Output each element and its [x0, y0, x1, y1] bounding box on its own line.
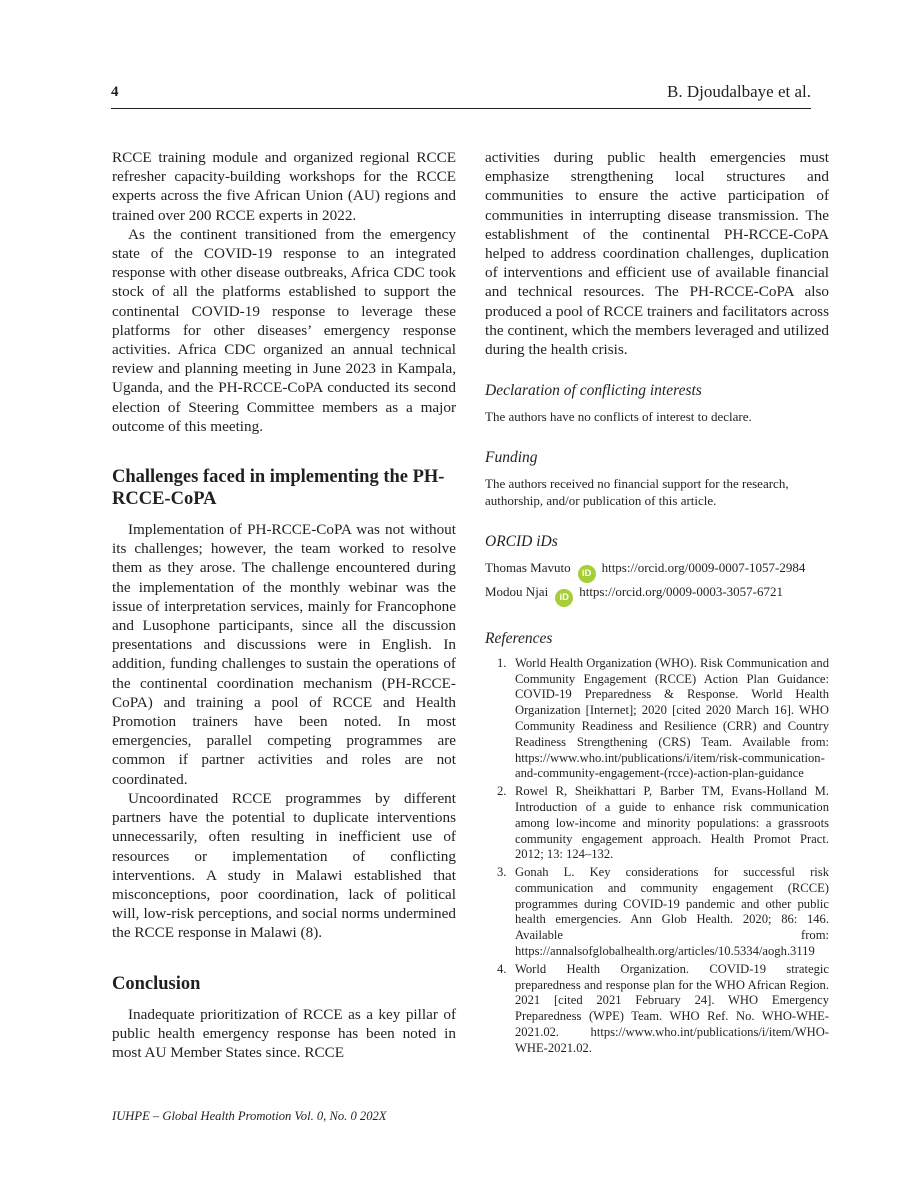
- orcid-section: [485, 532, 829, 607]
- reference-number: 2.: [497, 784, 507, 799]
- reference-number: 4.: [497, 961, 507, 976]
- paragraph: Implementation of PH-RCCE-CoPA was not without its challenges; however, the team worked to resolve them as they arose. The challenge encountered during the implementation of the monthly webinar was the issue of interpretation services, mainly for Francophone and Lusophone participants, since all the discussion presentations and discussions were in English. In addition, funding challenges to sustain the operations of the continental coordination mechanism (PH-RCCE-CoPA) and training a pool of RCCE and Health Promotion trainers have been noted. In most emergencies, parallel competing programmes are common if partner activities and roles are not coordinated.: [112, 521, 456, 788]
- section-heading-challenges: Challenges faced in implementing the PH-RCCE-CoPA: [112, 467, 445, 510]
- paragraph: activities during public health emergencies must emphasize strengthening local structures and communities to ensure the active participation of communities in interrupting disease transmission. The establishment of the continental PH-RCCE-CoPA helped to address coordination challenges, duplication of interventions and efficient use of available financial and technical resources. The PH-RCCE-CoPA also produced a pool of RCCE trainers and facilitators across the continent, which the members leveraged and utilized during the health crisis.: [485, 149, 829, 359]
- conflict-heading: Declaration of conflicting interests: [485, 382, 702, 400]
- paragraph: Uncoordinated RCCE programmes by different partners have the potential to duplicate interventions unnecessarily, often resulting in inefficient use of resources or implementation of conflicting interventions. A study in Malawi established that misconceptions, poor coordination, lack of political will, low-risk perceptions, and social norms undermined the RCCE response in Malawi (8).: [112, 789, 456, 942]
- orcid-icon: iD: [578, 565, 596, 583]
- orcid-link[interactable]: https://orcid.org/0009-0007-1057-2984: [601, 559, 806, 575]
- funding-text: The authors received no financial support for the research, authorship, and/or publication of this article.: [485, 475, 789, 509]
- funding-section: [485, 448, 829, 510]
- reference-item: [485, 656, 829, 782]
- conflict-section: [485, 381, 829, 426]
- paragraph: RCCE training module and organized regional RCCE refresher capacity-building workshops for the RCCE experts across the five African Union (AU) regions and trained over 200 RCCE experts in 2022.: [112, 149, 456, 224]
- orcid-heading: ORCID iDs: [485, 532, 558, 550]
- page-number: 4: [111, 84, 119, 100]
- left-column: [112, 148, 456, 1062]
- reference-list: [485, 656, 829, 1057]
- reference-item: [485, 784, 829, 863]
- references-section: [485, 629, 829, 1057]
- reference-number: 1.: [497, 655, 507, 670]
- reference-item: [485, 962, 829, 1057]
- orcid-entry: [485, 559, 829, 583]
- funding-heading: Funding: [485, 448, 538, 466]
- orcid-link[interactable]: https://orcid.org/0009-0003-3057-6721: [579, 583, 783, 599]
- page-footer: IUHPE – Global Health Promotion Vol. 0, No. 0 202X: [112, 1109, 387, 1123]
- orcid-author-name: Modou Njai: [485, 583, 549, 599]
- orcid-entry: [485, 583, 829, 607]
- paragraph: Inadequate prioritization of RCCE as a key pillar of public health emergency response has been noted in most AU Member States since. RCCE: [112, 1005, 456, 1061]
- orcid-author-name: Thomas Mavuto: [485, 559, 571, 575]
- orcid-icon: iD: [555, 589, 573, 607]
- reference-number: 3.: [497, 865, 507, 880]
- right-column: [485, 148, 829, 1059]
- reference-text: World Health Organization. COVID-19 strategic preparedness and response plan for the WHO African Region. 2021 [cited 2021 February 24]. WHO Emergency Preparedness (WPE) Team. WHO Ref. No. WHO-WHE-2021.02. https://www.who.int/publications/i/item/WHO-WHE-2021.02.: [515, 961, 829, 1055]
- page-header: [111, 82, 811, 110]
- references-heading: References: [485, 629, 553, 647]
- conflict-text: The authors have no conflicts of interest to declare.: [485, 409, 752, 425]
- running-head: B. Djoudalbaye et al.: [667, 82, 811, 101]
- header-rule: [111, 108, 811, 109]
- section-heading-conclusion: Conclusion: [112, 973, 201, 994]
- paragraph: As the continent transitioned from the emergency state of the COVID-19 response to an integrated response with other disease outbreaks, Africa CDC took stock of all the platforms established to support the continental COVID-19 response to leverage these platforms for other diseases’ emergency response activities. Africa CDC organized an annual technical review and planning meeting in June 2023 in Kampala, Uganda, and the PH-RCCE-CoPA conducted its second election of Steering Committee members as a major outcome of this meeting.: [112, 225, 456, 435]
- reference-text: Gonah L. Key considerations for successful risk communication and community engagement (RCCE) programmes during COVID-19 pandemic and other public health emergencies. Ann Glob Health. 2020; 86: 146. Available from: https://annalsofglobalhealth.org/articles/10.5334/aogh.3119: [515, 865, 829, 959]
- reference-item: [485, 865, 829, 960]
- reference-text: World Health Organization (WHO). Risk Communication and Community Engagement (RCCE) Action Plan Guidance: COVID-19 Preparedness & Response. World Health Organization [Internet]; 2020 [cited 2020 March 16]. WHO Community Readiness and Resilience (CRR) and Country Readiness Strengthening (CRS) Team. Available from: https://www.who.int/publications/i/item/risk-communication-and-community-engagement-(rcce)-action-plan-guidance: [515, 655, 829, 781]
- reference-text: Rowel R, Sheikhattari P, Barber TM, Evans-Holland M. Introduction of a guide to enhance risk communication among low-income and minority populations: a grassroots community engagement approach. Health Promot Pract. 2012; 13: 124–132.: [515, 784, 829, 862]
